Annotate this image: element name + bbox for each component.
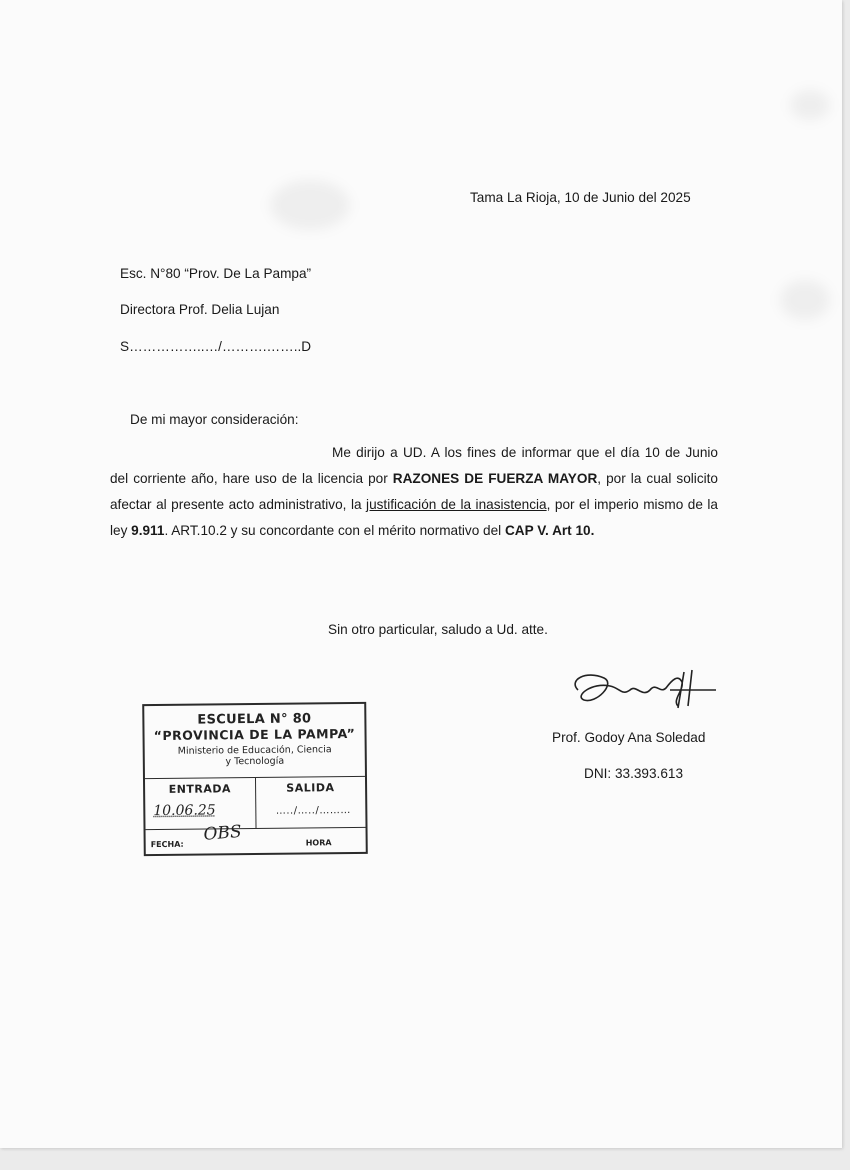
paper-smudge xyxy=(780,280,830,320)
greeting: De mi mayor consideración: xyxy=(130,412,299,427)
body-text-1: Me dirijo a UD. A los fines de informar que el día 10 de Junio del corriente año, hare uso de la licencia por xyxy=(110,445,718,486)
stamp-ministry: Ministerio de Educación, Ciencia xyxy=(177,744,332,757)
stamp-entrada-value: 10.06.25 xyxy=(153,802,216,820)
stamp-hora-label: HORA xyxy=(305,838,332,848)
reception-stamp xyxy=(142,702,368,856)
stamp-salida-label: SALIDA xyxy=(286,781,335,795)
sender-dni: DNI: 33.393.613 xyxy=(584,766,683,781)
signature-icon xyxy=(566,660,726,716)
body-bold-law: 9.911 xyxy=(131,523,165,538)
place-date: Tama La Rioja, 10 de Junio del 2025 xyxy=(470,190,691,205)
body-bold-reason: RAZONES DE FUERZA MAYOR xyxy=(392,471,598,486)
body-text-2: , por la cual solicito afectar al presente acto administrativo, la xyxy=(110,471,718,512)
stamp-salida-cell xyxy=(254,777,365,828)
body-text-4: . ART.10.2 y su concordante con el mérito normativo del xyxy=(164,523,505,538)
body-text-3: , por el imperio mismo de la ley xyxy=(110,497,718,538)
stamp-province: “PROVINCIA DE LA PAMPA” xyxy=(153,725,356,744)
stamp-ministry-2: y Tecnología xyxy=(225,755,285,768)
paper-smudge xyxy=(270,180,350,230)
closing: Sin otro particular, saludo a Ud. atte. xyxy=(328,622,548,637)
body-bold-chapter: CAP V. Art 10. xyxy=(504,523,595,538)
letter-body xyxy=(110,440,718,544)
stamp-school: ESCUELA N° 80 xyxy=(197,711,312,728)
recipient-school: Esc. N°80 “Prov. De La Pampa” xyxy=(120,266,312,281)
paper-smudge xyxy=(790,90,830,120)
stamp-entrada-label: ENTRADA xyxy=(168,782,232,796)
recipient-director: Directora Prof. Delia Lujan xyxy=(120,302,280,317)
stamp-footer xyxy=(146,821,366,854)
stamp-header xyxy=(144,704,365,779)
stamp-obs-value: OBS xyxy=(202,821,243,845)
stamp-fecha-label: FECHA: xyxy=(150,839,184,850)
stamp-io-row xyxy=(145,777,366,830)
body-underlined: justificación de la inasistencia xyxy=(366,497,547,512)
sender-name: Prof. Godoy Ana Soledad xyxy=(552,730,706,745)
recipient-sd-line: S……………..…/……….……..D xyxy=(120,339,312,354)
stamp-salida-value: …../…../……… xyxy=(275,804,351,817)
